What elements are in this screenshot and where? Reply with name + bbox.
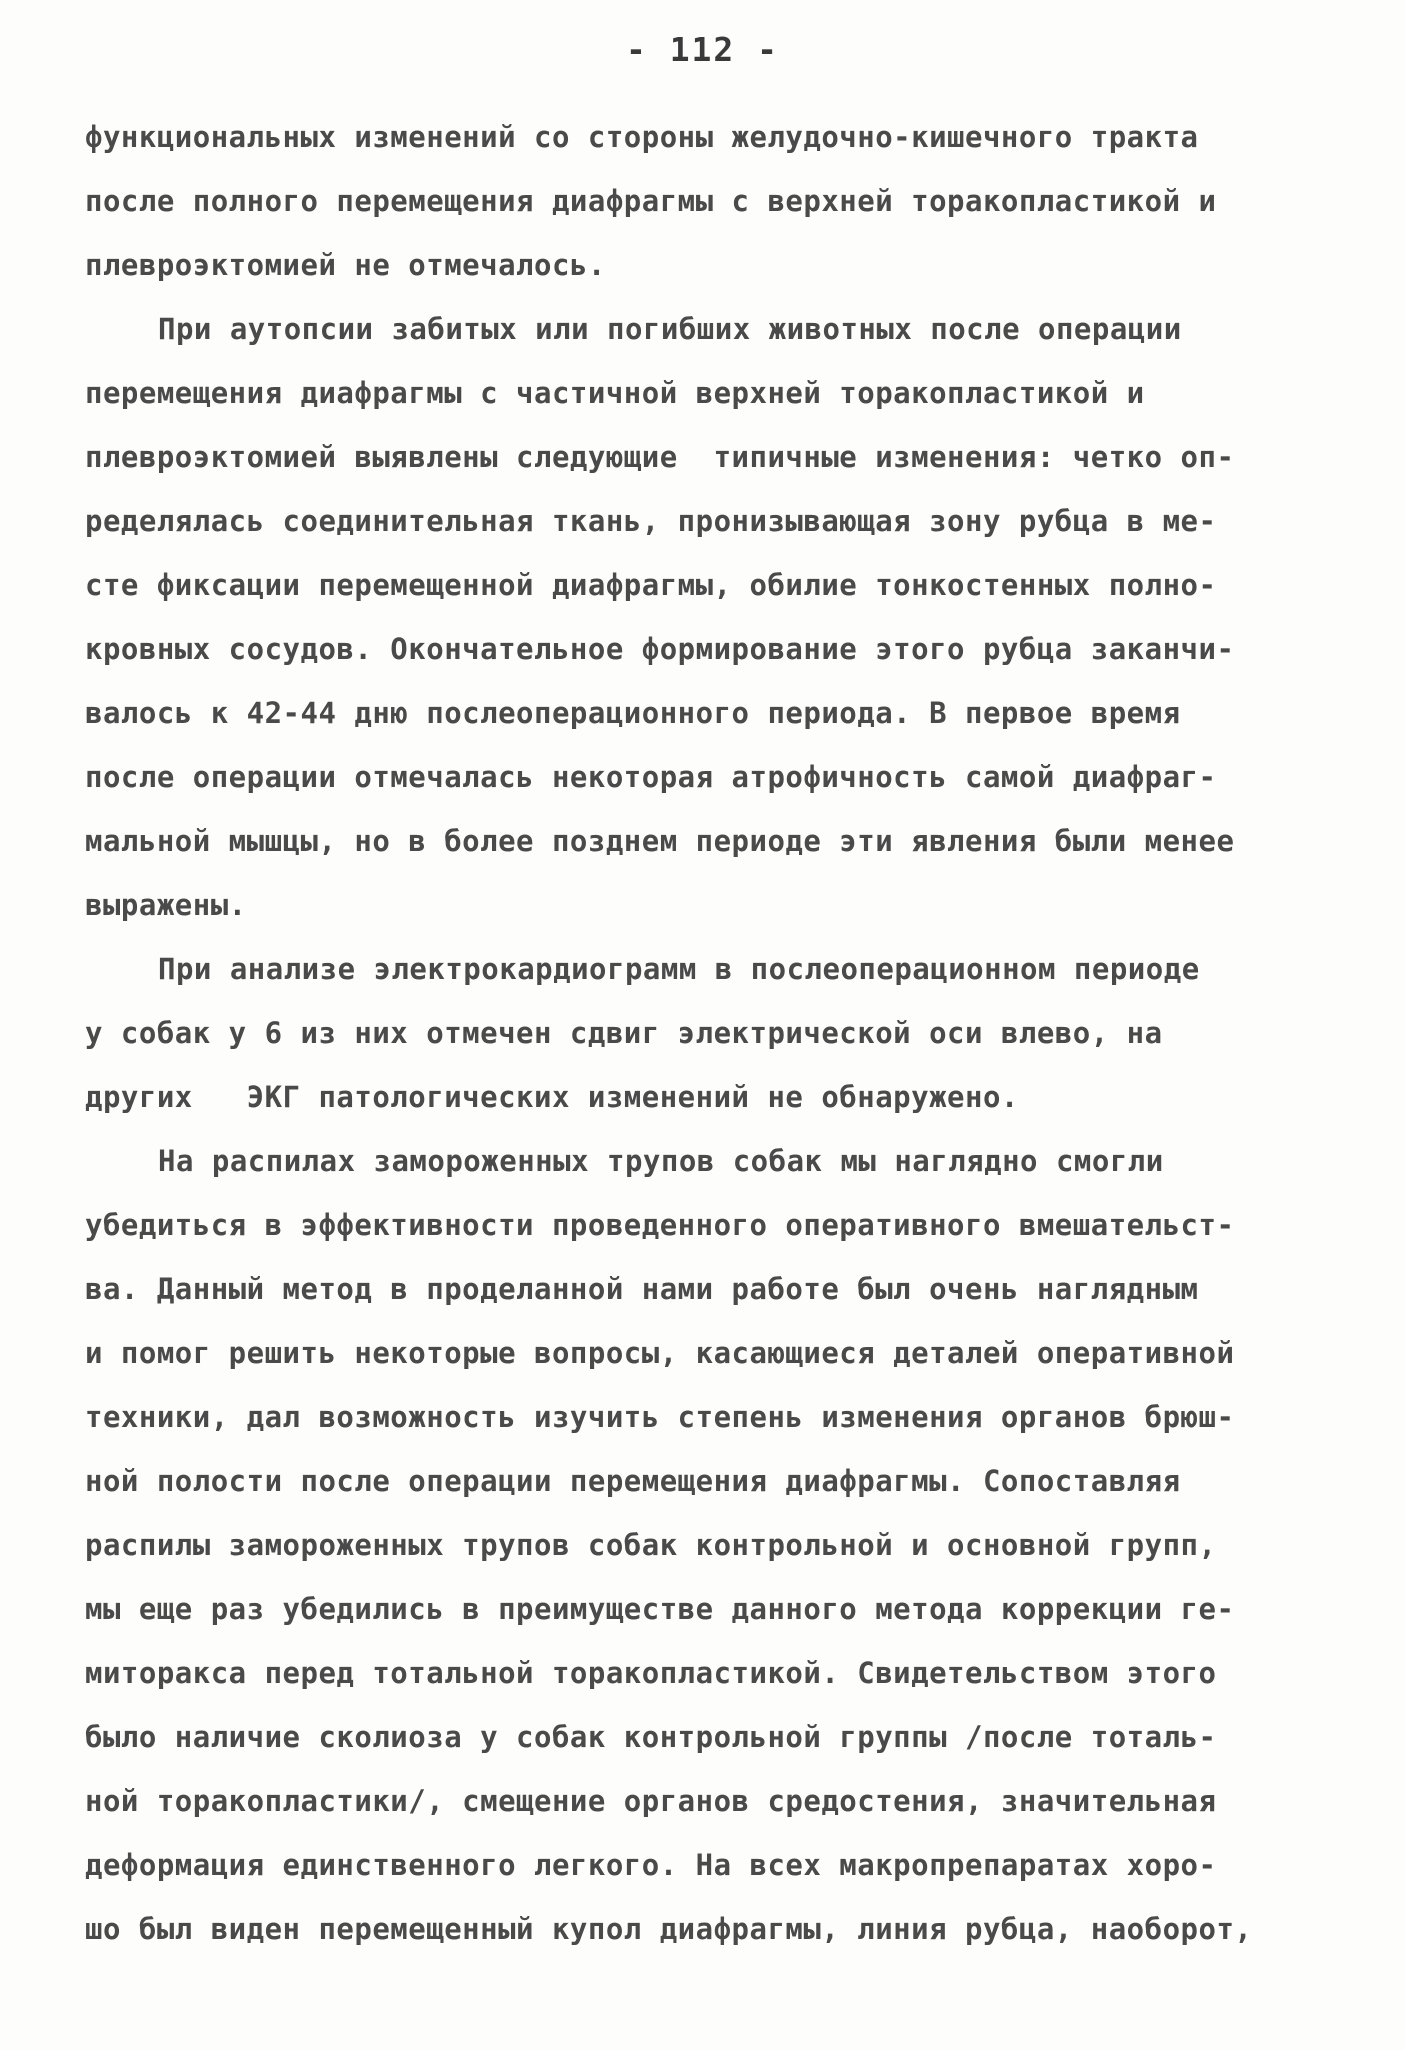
text-line: сте фиксации перемещенной диафрагмы, обилие тонкостенных полно-: [85, 568, 1217, 602]
paragraph: [85, 297, 1335, 937]
text-line: ной торакопластики/, смещение органов средостения, значительная: [85, 1784, 1217, 1818]
paragraph: [85, 937, 1335, 1129]
text-line: перемещения диафрагмы с частичной верхней торакопластикой и: [85, 376, 1145, 410]
text-line: валось к 42-44 дню послеоперационного периода. В первое время: [85, 696, 1181, 730]
paragraph: [85, 105, 1335, 297]
text-line: миторакса перед тотальной торакопластикой. Свидетельством этого: [85, 1656, 1217, 1690]
text-line: На распилах замороженных трупов собак мы наглядно смогли: [158, 1144, 1164, 1178]
page-number: - 112 -: [625, 30, 780, 69]
text-line: кровных сосудов. Окончательное формирование этого рубца заканчи-: [85, 632, 1235, 666]
text-line: ной полости после операции перемещения диафрагмы. Сопоставляя: [85, 1464, 1181, 1498]
text-line: плевроэктомией не отмечалось.: [85, 248, 606, 282]
text-line: шо был виден перемещенный купол диафрагмы, линия рубца, наоборот,: [85, 1912, 1253, 1946]
text-line: и помог решить некоторые вопросы, касающиеся деталей оперативной: [85, 1336, 1235, 1370]
text-line: При аутопсии забитых или погибших животных после операции: [158, 312, 1182, 346]
text-line: других ЭКГ патологических изменений не обнаружено.: [85, 1080, 1019, 1114]
text-line: функциональных изменений со стороны желудочно-кишечного тракта: [85, 120, 1199, 154]
text-line: ределялась соединительная ткань, пронизывающая зону рубца в ме-: [85, 504, 1217, 538]
text-line: после операции отмечалась некоторая атрофичность самой диафраг-: [85, 760, 1217, 794]
text-line: выражены.: [85, 888, 247, 922]
text-line: распилы замороженных трупов собак контрольной и основной групп,: [85, 1528, 1217, 1562]
text-line: ва. Данный метод в проделанной нами работе был очень наглядным: [85, 1272, 1199, 1306]
text-line: мы еще раз убедились в преимуществе данного метода коррекции ге-: [85, 1592, 1235, 1626]
body-text: [85, 105, 1335, 1961]
text-line: после полного перемещения диафрагмы с верхней торакопластикой и: [85, 184, 1217, 218]
text-line: техники, дал возможность изучить степень изменения органов брюш-: [85, 1400, 1235, 1434]
text-line: у собак у 6 из них отмечен сдвиг электрической оси влево, на: [85, 1016, 1163, 1050]
text-line: деформация единственного легкого. На всех макропрепаратах хоро-: [85, 1848, 1217, 1882]
text-line: При анализе электрокардиограмм в послеоперационном периоде: [158, 952, 1200, 986]
paragraph: [85, 1129, 1335, 1961]
text-line: убедиться в эффективности проведенного оперативного вмешательст-: [85, 1208, 1235, 1242]
text-line: было наличие сколиоза у собак контрольной группы /после тоталь-: [85, 1720, 1217, 1754]
text-line: плевроэктомией выявлены следующие типичные изменения: четко оп-: [85, 440, 1235, 474]
text-line: мальной мышцы, но в более позднем периоде эти явления были менее: [85, 824, 1235, 858]
